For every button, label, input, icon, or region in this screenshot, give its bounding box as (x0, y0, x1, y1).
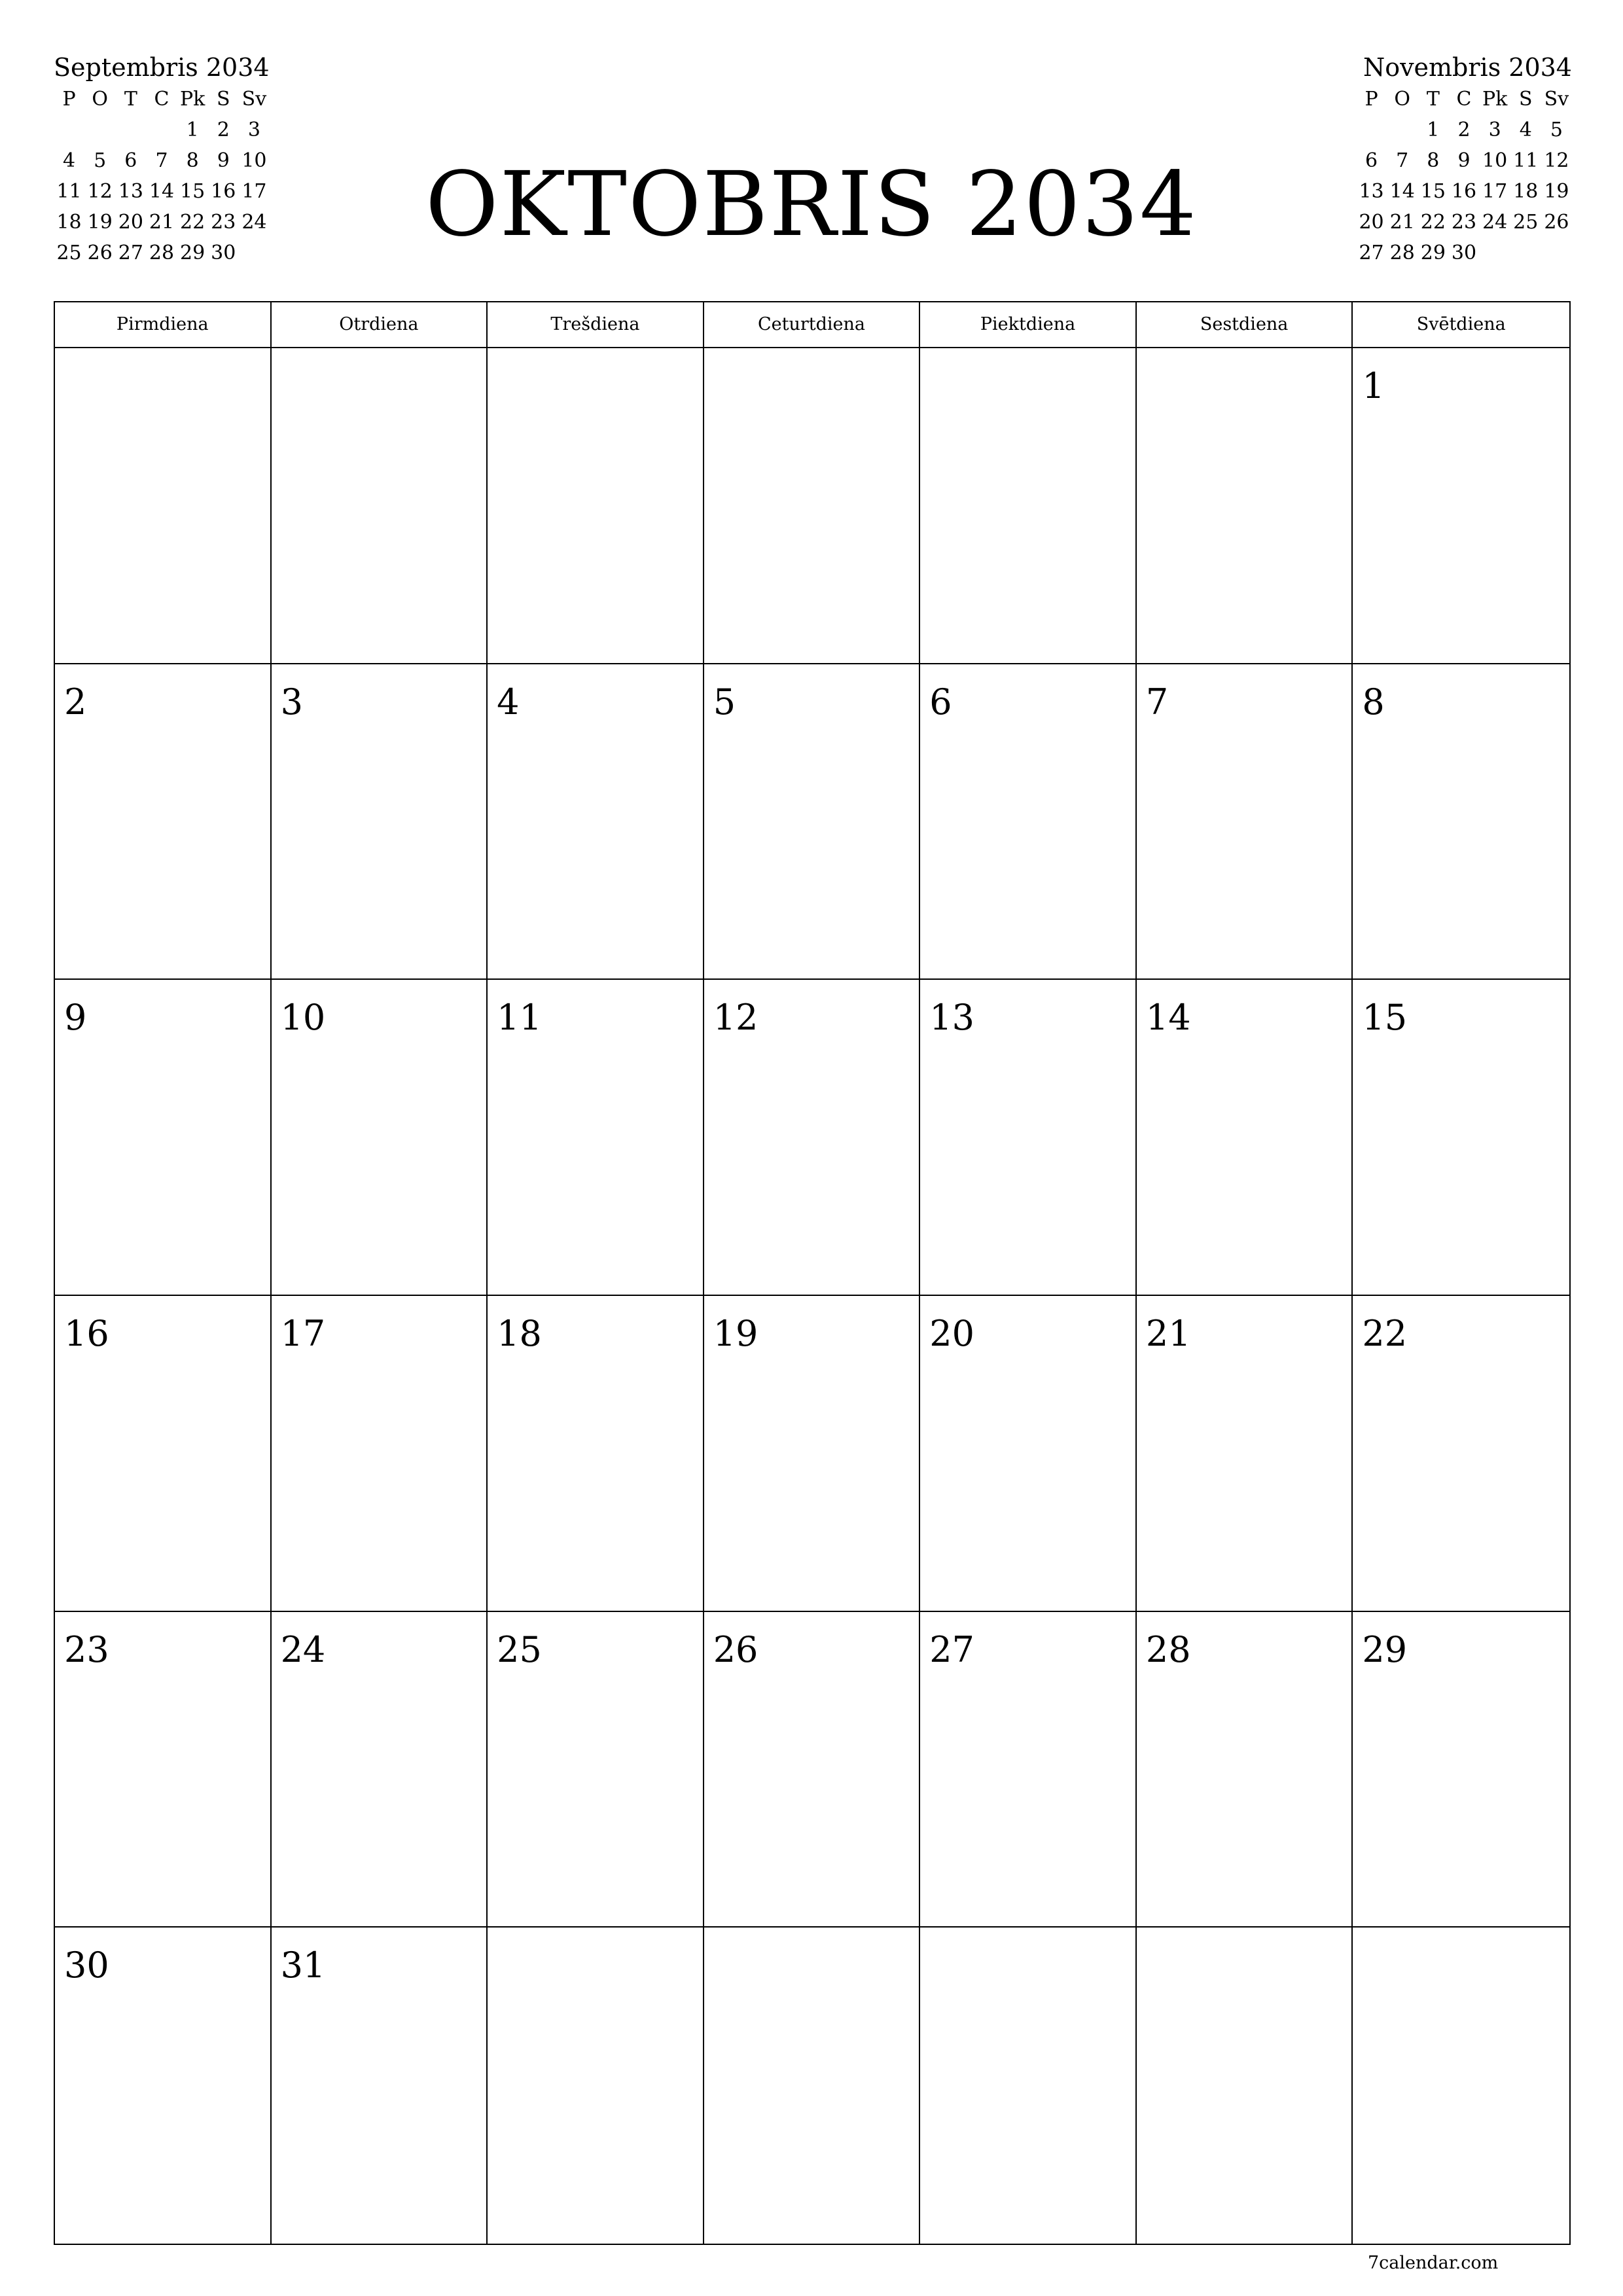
day-number: 26 (713, 1628, 758, 1670)
mini-next-month-empty-cell (1356, 115, 1387, 145)
day-number: 15 (1362, 997, 1408, 1039)
day-number: 21 (1145, 1312, 1191, 1354)
mini-prev-month-day: 25 (56, 242, 82, 264)
day-number: 25 (497, 1628, 542, 1670)
mini-next-month-day: 4 (1519, 118, 1532, 141)
mini-next-month-weekday-label: P (1364, 88, 1378, 111)
mini-prev-month-empty-cell (54, 115, 84, 145)
day-number: 1 (1362, 365, 1385, 406)
day-cell[interactable] (55, 664, 272, 980)
mini-prev-month-empty-cell (84, 115, 115, 145)
weekday-header: Piektdiena (920, 302, 1137, 348)
month-grid (54, 301, 1571, 2245)
day-number: 30 (64, 1945, 109, 1986)
empty-day-cell[interactable] (704, 348, 921, 664)
day-cell[interactable] (1137, 1612, 1353, 1928)
mini-calendar-prev-title: Septembris 2034 (54, 53, 270, 82)
weekday-header: Trešdiena (488, 302, 704, 348)
mini-next-month-day: 10 (1482, 149, 1508, 172)
mini-next-month-day: 20 (1359, 211, 1384, 234)
mini-next-month-day: 22 (1420, 211, 1446, 234)
day-number: 5 (713, 681, 736, 723)
mini-next-month-day: 25 (1513, 211, 1539, 234)
mini-prev-month-weekday-label: S (216, 88, 230, 111)
mini-prev-month-day: 5 (94, 149, 107, 172)
weekday-header: Ceturtdiena (704, 302, 921, 348)
mini-prev-month-day: 27 (118, 242, 143, 264)
day-cell[interactable] (704, 1296, 921, 1612)
day-number: 18 (497, 1312, 542, 1354)
day-number: 4 (497, 681, 520, 723)
day-number: 9 (64, 997, 87, 1039)
day-number: 6 (929, 681, 952, 723)
mini-prev-month-day: 10 (241, 149, 267, 172)
mini-prev-month-day: 4 (63, 149, 76, 172)
day-number: 12 (713, 997, 758, 1039)
mini-prev-month-empty-cell (146, 115, 177, 145)
day-cell[interactable] (1353, 980, 1569, 1296)
mini-next-month-day: 28 (1389, 242, 1415, 264)
mini-prev-month-day: 3 (247, 118, 260, 141)
mini-prev-month-day: 19 (87, 211, 113, 234)
mini-next-month-day: 1 (1427, 118, 1440, 141)
day-number: 19 (713, 1312, 758, 1354)
mini-prev-month-day: 11 (56, 180, 82, 203)
empty-day-cell[interactable] (1353, 1928, 1569, 2244)
mini-next-month-weekday-label: S (1518, 88, 1533, 111)
mini-next-month-day: 3 (1488, 118, 1501, 141)
day-cell[interactable] (488, 980, 704, 1296)
mini-prev-month-weekday-label: P (62, 88, 76, 111)
day-number: 13 (929, 997, 974, 1039)
day-cell[interactable] (704, 980, 921, 1296)
mini-next-month-weekday-label: C (1456, 88, 1472, 111)
day-cell[interactable] (1137, 980, 1353, 1296)
mini-next-month-day: 2 (1457, 118, 1471, 141)
mini-prev-month-day: 12 (87, 180, 113, 203)
day-cell[interactable] (920, 1296, 1137, 1612)
day-cell[interactable] (1353, 664, 1569, 980)
mini-next-month-day: 27 (1359, 242, 1384, 264)
mini-prev-month-day: 1 (186, 118, 199, 141)
mini-next-month-empty-cell (1387, 115, 1418, 145)
mini-next-month-day: 18 (1513, 180, 1539, 203)
day-cell[interactable] (1353, 1296, 1569, 1612)
mini-calendar-next-title: Novembris 2034 (1363, 53, 1572, 82)
day-cell[interactable] (55, 1296, 272, 1612)
day-number: 11 (497, 997, 542, 1039)
day-number: 3 (280, 681, 303, 723)
mini-next-month-weekday-label: T (1426, 88, 1440, 111)
mini-next-month-weekday-label: O (1394, 88, 1411, 111)
weekday-header: Svētdiena (1353, 302, 1569, 348)
mini-prev-month-day: 2 (217, 118, 230, 141)
page-title: OKTOBRIS 2034 (425, 153, 1198, 257)
mini-next-month-day: 23 (1451, 211, 1477, 234)
mini-next-month-day: 26 (1544, 211, 1569, 234)
day-number: 20 (929, 1312, 974, 1354)
day-cell[interactable] (1137, 1296, 1353, 1612)
day-number: 27 (929, 1628, 974, 1670)
day-cell[interactable] (272, 1928, 488, 2244)
mini-next-month-day: 21 (1389, 211, 1415, 234)
day-number: 7 (1145, 681, 1169, 723)
mini-prev-month-day: 14 (149, 180, 175, 203)
mini-next-month-day: 12 (1544, 149, 1569, 172)
empty-day-cell[interactable] (920, 1928, 1137, 2244)
mini-prev-month-day: 29 (180, 242, 205, 264)
day-cell[interactable] (272, 1296, 488, 1612)
empty-day-cell[interactable] (704, 1928, 921, 2244)
empty-day-cell[interactable] (272, 348, 488, 664)
mini-prev-month-weekday-label: Pk (179, 88, 205, 111)
mini-prev-month-day: 16 (211, 180, 236, 203)
mini-next-month-weekday-label: Pk (1482, 88, 1508, 111)
mini-prev-month-day: 28 (149, 242, 175, 264)
mini-next-month-day: 7 (1396, 149, 1409, 172)
day-cell[interactable] (920, 980, 1137, 1296)
day-cell[interactable] (1353, 348, 1569, 664)
mini-next-month-day: 16 (1451, 180, 1477, 203)
mini-next-month-day: 9 (1457, 149, 1471, 172)
weekday-header: Otrdiena (272, 302, 488, 348)
mini-prev-month-weekday-label: Sv (241, 88, 267, 111)
day-number: 22 (1362, 1312, 1408, 1354)
mini-prev-month-day: 15 (180, 180, 205, 203)
mini-next-month-day: 24 (1482, 211, 1508, 234)
day-cell[interactable] (920, 664, 1137, 980)
mini-prev-month-day: 6 (124, 149, 137, 172)
mini-prev-month-day: 23 (211, 211, 236, 234)
mini-next-month-day: 19 (1544, 180, 1569, 203)
mini-prev-month-weekday-label: C (154, 88, 169, 111)
day-number: 28 (1145, 1628, 1191, 1670)
mini-next-month-day: 11 (1513, 149, 1539, 172)
mini-next-month-day: 17 (1482, 180, 1508, 203)
day-cell[interactable] (272, 664, 488, 980)
day-number: 24 (280, 1628, 326, 1670)
mini-prev-month-weekday-label: T (124, 88, 137, 111)
mini-next-month-day: 5 (1550, 118, 1563, 141)
day-number: 17 (280, 1312, 326, 1354)
day-cell[interactable] (488, 1612, 704, 1928)
mini-next-month-day: 29 (1420, 242, 1446, 264)
day-cell[interactable] (55, 1928, 272, 2244)
day-cell[interactable] (272, 1612, 488, 1928)
day-cell[interactable] (704, 664, 921, 980)
weekday-header: Pirmdiena (55, 302, 272, 348)
empty-day-cell[interactable] (1137, 348, 1353, 664)
mini-next-month-day: 13 (1359, 180, 1384, 203)
day-number: 2 (64, 681, 87, 723)
day-cell[interactable] (1137, 664, 1353, 980)
mini-prev-month-day: 7 (155, 149, 168, 172)
mini-prev-month-day: 13 (118, 180, 143, 203)
mini-prev-month-day: 8 (186, 149, 199, 172)
mini-prev-month-day: 9 (217, 149, 230, 172)
day-cell[interactable] (272, 980, 488, 1296)
mini-prev-month-day: 18 (56, 211, 82, 234)
mini-prev-month-day: 20 (118, 211, 143, 234)
mini-next-month-day: 14 (1389, 180, 1415, 203)
mini-next-month-day: 6 (1365, 149, 1378, 172)
day-number: 8 (1362, 681, 1385, 723)
mini-calendar-next-grid (1356, 84, 1572, 268)
empty-day-cell[interactable] (488, 1928, 704, 2244)
weekday-header: Sestdiena (1137, 302, 1353, 348)
day-cell[interactable] (704, 1612, 921, 1928)
mini-prev-month-empty-cell (115, 115, 146, 145)
day-cell[interactable] (920, 1612, 1137, 1928)
mini-next-month-day: 30 (1451, 242, 1477, 264)
day-number: 16 (64, 1312, 109, 1354)
mini-next-month-day: 15 (1420, 180, 1446, 203)
mini-prev-month-day: 30 (211, 242, 236, 264)
mini-next-month-weekday-label: Sv (1544, 88, 1569, 111)
footer-site-credit: 7calendar.com (1368, 2253, 1499, 2273)
mini-prev-month-day: 21 (149, 211, 175, 234)
day-number: 10 (280, 997, 326, 1039)
mini-prev-month-day: 22 (180, 211, 205, 234)
empty-day-cell[interactable] (55, 348, 272, 664)
empty-day-cell[interactable] (488, 348, 704, 664)
mini-prev-month-day: 26 (87, 242, 113, 264)
mini-calendar-next-month (1356, 51, 1572, 268)
day-cell[interactable] (55, 1612, 272, 1928)
mini-prev-month-weekday-label: O (92, 88, 109, 111)
day-cell[interactable] (55, 980, 272, 1296)
day-number: 14 (1145, 997, 1191, 1039)
mini-next-month-day: 8 (1427, 149, 1440, 172)
day-cell[interactable] (488, 1296, 704, 1612)
empty-day-cell[interactable] (920, 348, 1137, 664)
day-number: 31 (280, 1945, 326, 1986)
day-cell[interactable] (488, 664, 704, 980)
day-number: 23 (64, 1628, 109, 1670)
mini-prev-month-day: 24 (241, 211, 267, 234)
day-cell[interactable] (1353, 1612, 1569, 1928)
day-number: 29 (1362, 1628, 1408, 1670)
mini-prev-month-day: 17 (241, 180, 267, 203)
empty-day-cell[interactable] (1137, 1928, 1353, 2244)
